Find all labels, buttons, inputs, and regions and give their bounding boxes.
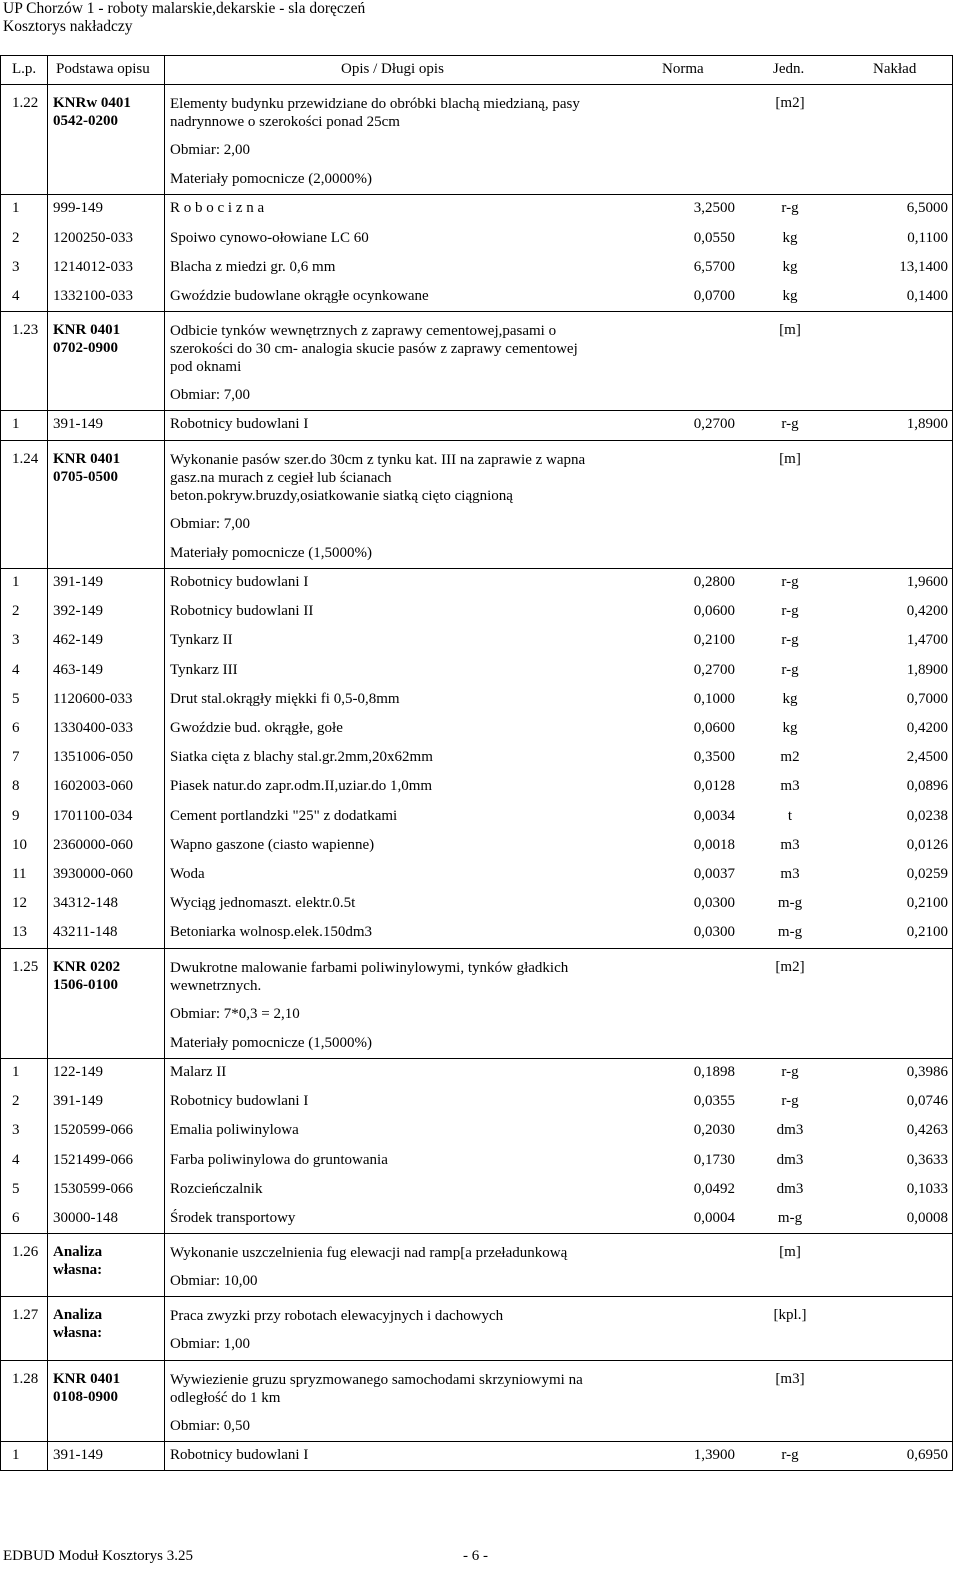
item-name: Gwoździe bud. okrągłe, gołe [170,720,343,736]
item-number: 3 [12,1122,20,1139]
table-rule [0,440,953,441]
item-unit: dm3 [776,1151,804,1168]
table-rule [0,1058,953,1059]
position-number: 1.25 [12,958,39,975]
item-code: 1120600-033 [53,690,133,707]
description-line: Wywiezienie gruzu spryzmowanego samochodami skrzyniowymi na [170,1371,583,1388]
item-code: 463-149 [53,661,103,678]
item-norma: 0,3500 [693,749,735,766]
col-podstawa: Podstawa opisu [56,61,150,77]
description-line: odległość do 1 km [170,1389,281,1406]
item-naklad: 0,3633 [906,1151,948,1168]
position-number: 1.28 [12,1370,39,1387]
item-name: Farba poliwinylowa do gruntowania [170,1151,388,1168]
item-name: Wyciąg jednomaszt. elektr.0.5t [170,895,356,912]
item-naklad: 0,2100 [906,924,948,941]
item-name: Blacha z miedzi gr. 0,6 mm [170,258,336,275]
description-line: szerokości do 30 cm- analogia skucie pasów z zaprawy cementowej [170,341,578,358]
obmiar-value: Obmiar: 7,00 [170,515,250,532]
table-rule [0,568,953,569]
table-rule [0,1360,953,1361]
item-naklad: 0,3986 [906,1064,948,1080]
item-unit: kg [782,288,798,304]
item-unit: t [787,807,793,824]
item-unit: r-g [781,632,799,649]
item-unit: dm3 [776,1180,804,1197]
description-line: wewnetrznych. [170,977,262,994]
item-norma: 1,3900 [693,1446,735,1463]
item-code: 1200250-033 [53,229,133,246]
position-description [170,95,615,131]
item-number: 1 [12,416,20,433]
position-description [170,1307,615,1325]
item-norma: 0,1000 [693,690,735,707]
item-name: Robotnicy budowlani I [170,1093,309,1110]
item-name: Tynkarz II [170,632,233,649]
obmiar-value: Obmiar: 10,00 [170,1273,258,1290]
item-unit: m-g [777,924,803,941]
item-norma: 0,0492 [693,1180,735,1197]
item-number: 1 [12,200,20,217]
item-unit: r-g [781,661,799,678]
item-number: 4 [12,661,20,678]
item-number: 6 [12,720,20,736]
item-number: 13 [12,924,27,941]
position-unit: [m] [779,1244,801,1261]
item-name: Drut stal.okrągły miękki fi 0,5-0,8mm [170,690,400,707]
position-unit: [kpl.] [773,1307,807,1324]
description-line: pod oknami [170,359,242,376]
table-rule [0,948,953,949]
item-unit: r-g [781,416,799,433]
item-norma: 0,0034 [693,807,735,824]
item-naklad: 1,9600 [906,574,948,590]
item-unit: r-g [781,1446,799,1463]
item-name: Robotnicy budowlani I [170,416,309,433]
item-code: 999-149 [53,200,103,217]
position-code: Analiza [53,1307,103,1324]
item-unit: m3 [780,778,800,795]
item-code: 1351006-050 [53,749,133,766]
item-name: Spoiwo cynowo-ołowiane LC 60 [170,229,369,246]
item-name: Robotnicy budowlani II [170,603,314,620]
item-norma: 0,0550 [693,229,735,246]
document-subtitle: Kosztorys nakładczy [3,18,133,35]
table-column-border [47,55,48,1470]
item-naklad: 0,0008 [906,1210,948,1226]
item-norma: 0,2700 [693,416,735,433]
item-code: 391-149 [53,1446,103,1463]
obmiar-value: Obmiar: 7*0,3 = 2,10 [170,1005,300,1022]
item-naklad: 0,0259 [906,866,948,882]
item-name: Cement portlandzki "25" z dodatkami [170,807,398,824]
item-code: 2360000-060 [53,836,133,853]
item-name: Robotnicy budowlani I [170,1446,309,1463]
position-code: KNRw 0401 [53,95,131,111]
item-number: 1 [12,1064,20,1080]
item-unit: r-g [781,1093,799,1110]
description-line: Odbicie tynków wewnętrznych z zaprawy cementowej,pasami o [170,323,557,340]
item-norma: 0,0004 [693,1210,735,1226]
table-rule [0,1470,953,1471]
item-name: Gwoździe budowlane okrągłe ocynkowane [170,288,429,304]
obmiar-value: Obmiar: 7,00 [170,387,250,404]
item-code: 3930000-060 [53,866,133,882]
item-code: 1530599-066 [53,1180,133,1197]
position-unit: [m] [779,450,801,467]
position-number: 1.23 [12,322,39,339]
description-line: Wykonanie uszczelnienia fug elewacji nad ramp[a przeładunkową [170,1245,568,1262]
table-column-border [0,55,1,1470]
item-unit: m-g [777,1210,803,1226]
table-rule [0,55,953,56]
description-line: Dwukrotne malowanie farbami poliwinylowymi, tynków gładkich [170,959,569,976]
item-norma: 0,2100 [693,632,735,649]
item-number: 2 [12,603,20,620]
position-code: KNR 0401 [53,450,121,467]
item-norma: 0,0600 [693,720,735,736]
item-name: Piasek natur.do zapr.odm.II,uziar.do 1,0mm [170,778,433,795]
item-name: R o b o c i z n a [170,200,265,217]
item-naklad: 1,8900 [906,416,948,433]
position-unit: [m3] [775,1370,805,1387]
table-rule [0,1233,953,1234]
item-code: 462-149 [53,632,103,649]
footer-page-number: - 6 - [463,1548,488,1564]
item-norma: 6,5700 [693,258,735,275]
item-code: 1214012-033 [53,258,133,275]
position-code: 0542-0200 [53,113,118,129]
item-unit: dm3 [776,1122,804,1139]
description-line: Elementy budynku przewidziane do obróbki blachą miedzianą, pasy [170,96,580,112]
description-line: Wykonanie pasów szer.do 30cm z tynku kat. III na zaprawie z wapna [170,451,586,468]
table-rule [0,84,953,85]
description-line: gasz.na murach z cegieł lub ścianach [170,469,392,486]
item-unit: r-g [781,200,799,217]
item-naklad: 0,0896 [906,778,948,795]
position-description [170,322,615,376]
item-code: 34312-148 [53,895,118,912]
item-unit: r-g [781,1064,799,1080]
item-naklad: 1,8900 [906,661,948,678]
position-code: własna: [53,1325,103,1342]
position-code: 1506-0100 [53,976,118,993]
col-norma: Norma [662,61,704,77]
item-naklad: 0,4200 [906,720,948,736]
item-unit: m-g [777,895,803,912]
item-number: 10 [12,836,27,853]
item-naklad: 6,5000 [906,200,948,217]
position-code: 0702-0900 [53,340,118,357]
item-name: Woda [170,866,205,882]
item-norma: 0,0037 [693,866,735,882]
item-unit: r-g [781,574,799,590]
table-rule [0,194,953,195]
item-code: 1332100-033 [53,288,133,304]
col-opis: Opis / Długi opis [341,61,444,77]
item-naklad: 0,6950 [906,1446,948,1463]
position-code: 0705-0500 [53,468,118,485]
item-norma: 0,0128 [693,778,735,795]
item-number: 2 [12,229,20,246]
item-norma: 0,2800 [693,574,735,590]
position-number: 1.22 [12,95,39,111]
position-code: KNR 0401 [53,1370,121,1387]
position-code: KNR 0401 [53,322,121,339]
item-norma: 0,1898 [693,1064,735,1080]
item-naklad: 0,2100 [906,895,948,912]
item-unit: kg [782,229,798,246]
item-number: 1 [12,574,20,590]
item-naklad: 0,1100 [907,229,948,246]
position-code: KNR 0202 [53,958,121,975]
position-description [170,1244,615,1262]
position-number: 1.26 [12,1244,39,1261]
position-unit: [m2] [775,95,805,111]
document-title: UP Chorzów 1 - roboty malarskie,dekarskie - sla doręczeń [3,0,366,17]
item-unit: m3 [780,866,800,882]
position-unit: [m] [779,322,801,339]
item-code: 1602003-060 [53,778,133,795]
item-number: 6 [12,1210,20,1226]
position-number: 1.27 [12,1307,39,1324]
item-number: 5 [12,690,20,707]
col-jedn: Jedn. [773,61,805,77]
item-naklad: 0,0746 [906,1093,948,1110]
item-code: 122-149 [53,1064,103,1080]
item-naklad: 0,0238 [906,807,948,824]
position-description [170,959,615,995]
item-naklad: 13,1400 [899,258,948,275]
item-number: 8 [12,778,20,795]
item-naklad: 0,4200 [906,603,948,620]
col-lp: L.p. [12,61,37,77]
description-line: nadrynnowe o szerokości ponad 25cm [170,114,400,130]
item-unit: kg [782,690,798,707]
table-column-border [952,55,953,1470]
item-name: Betoniarka wolnosp.elek.150dm3 [170,924,373,941]
item-code: 30000-148 [53,1210,118,1226]
position-description [170,1371,615,1407]
materialy-pomocnicze: Materiały pomocnicze (1,5000%) [170,1034,373,1051]
item-naklad: 0,4263 [906,1122,948,1139]
item-naklad: 1,4700 [906,632,948,649]
item-number: 12 [12,895,27,912]
item-number: 7 [12,749,20,766]
position-unit: [m2] [775,958,805,975]
item-name: Malarz II [170,1064,227,1080]
position-description [170,451,615,505]
item-norma: 0,0355 [693,1093,735,1110]
item-number: 4 [12,288,20,304]
item-naklad: 0,1033 [906,1180,948,1197]
item-unit: kg [782,720,798,736]
item-number: 4 [12,1151,20,1168]
item-norma: 0,0700 [693,288,735,304]
item-name: Rozcieńczalnik [170,1180,263,1197]
item-norma: 0,0300 [693,895,735,912]
item-norma: 0,0300 [693,924,735,941]
item-norma: 0,1730 [693,1151,735,1168]
description-line: beton.pokryw.bruzdy,osiatkowanie siatką cięto ciągnioną [170,487,513,504]
item-norma: 0,2030 [693,1122,735,1139]
materialy-pomocnicze: Materiały pomocnicze (1,5000%) [170,544,373,561]
item-code: 43211-148 [53,924,118,941]
item-norma: 0,0600 [693,603,735,620]
item-naklad: 0,7000 [906,690,948,707]
item-norma: 3,2500 [693,200,735,217]
position-number: 1.24 [12,450,39,467]
item-number: 5 [12,1180,20,1197]
item-unit: m2 [780,749,800,766]
column-header-row [0,55,953,84]
item-name: Robotnicy budowlani I [170,574,309,590]
table-rule [0,311,953,312]
footer-app-name: EDBUD Moduł Kosztorys 3.25 [3,1548,193,1564]
item-name: Emalia poliwinylowa [170,1122,299,1139]
item-code: 1701100-034 [53,807,133,824]
item-norma: 0,0018 [693,836,735,853]
item-naklad: 0,1400 [906,288,948,304]
col-naklad: Nakład [873,61,917,77]
obmiar-value: Obmiar: 2,00 [170,142,250,158]
obmiar-value: Obmiar: 0,50 [170,1417,250,1434]
item-number: 9 [12,807,20,824]
item-number: 3 [12,632,20,649]
item-naklad: 0,0126 [906,836,948,853]
item-code: 391-149 [53,574,103,590]
item-number: 3 [12,258,20,275]
item-naklad: 2,4500 [906,749,948,766]
document-header [3,0,365,36]
item-code: 391-149 [53,416,103,433]
item-number: 1 [12,1446,20,1463]
item-name: Wapno gaszone (ciasto wapienne) [170,836,375,853]
item-number: 11 [12,866,27,882]
item-norma: 0,2700 [693,661,735,678]
item-code: 1520599-066 [53,1122,133,1139]
table-rule [0,410,953,411]
item-name: Środek transportowy [170,1210,296,1226]
description-line: Praca zwyzki przy robotach elewacyjnych i dachowych [170,1308,504,1325]
table-column-border [164,55,165,1470]
item-unit: r-g [781,603,799,620]
item-code: 391-149 [53,1093,103,1110]
item-code: 392-149 [53,603,103,620]
item-number: 2 [12,1093,20,1110]
table-rule [0,1441,953,1442]
position-code: Analiza [53,1244,103,1261]
item-name: Siatka cięta z blachy stal.gr.2mm,20x62mm [170,749,433,766]
obmiar-value: Obmiar: 1,00 [170,1336,250,1353]
item-name: Tynkarz III [170,661,238,678]
position-code: własna: [53,1262,103,1279]
item-unit: m3 [780,836,800,853]
item-code: 1521499-066 [53,1151,133,1168]
materialy-pomocnicze: Materiały pomocnicze (2,0000%) [170,171,373,188]
item-code: 1330400-033 [53,720,133,736]
table-rule [0,1296,953,1297]
item-unit: kg [782,258,798,275]
position-code: 0108-0900 [53,1388,118,1405]
